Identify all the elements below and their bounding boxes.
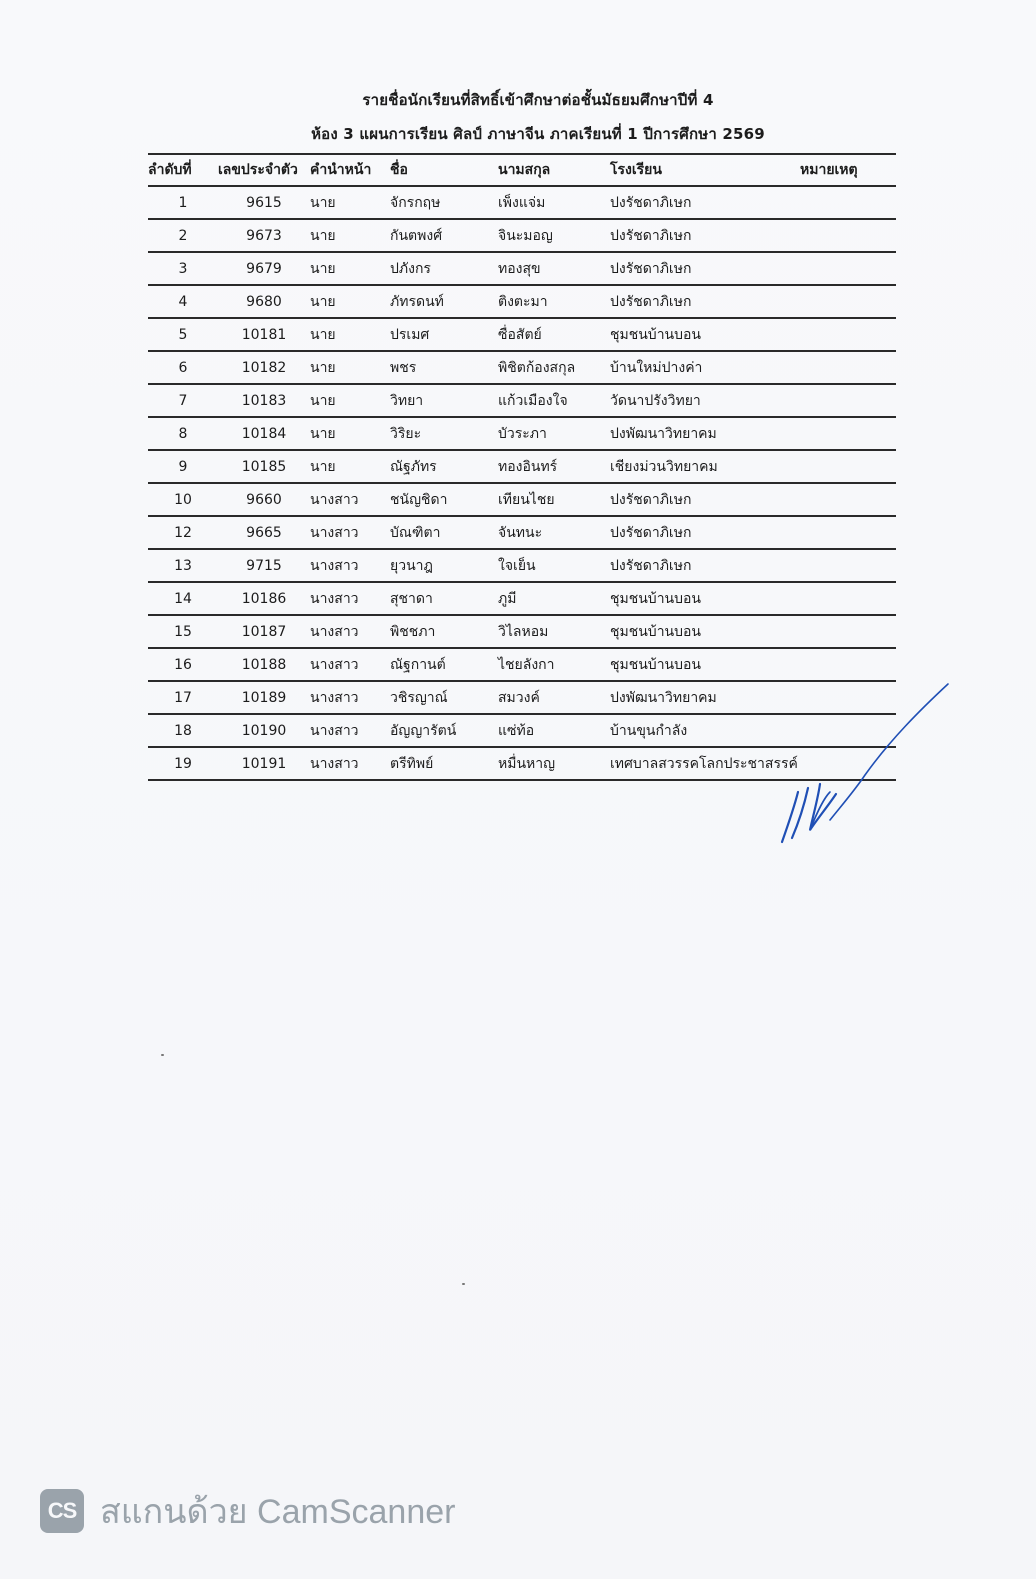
cell-surname: ซื่อสัตย์ xyxy=(498,318,610,351)
cell-order: 9 xyxy=(148,450,218,483)
cell-first-name: บัณฑิตา xyxy=(390,516,498,549)
cell-student-id: 9679 xyxy=(218,252,310,285)
table-row xyxy=(148,318,896,351)
table-row xyxy=(148,351,896,384)
cell-student-id: 10184 xyxy=(218,417,310,450)
cell-prefix: นางสาว xyxy=(310,714,390,747)
cell-order: 8 xyxy=(148,417,218,450)
header-school: โรงเรียน xyxy=(610,154,800,186)
table-row xyxy=(148,549,896,582)
cell-first-name: วชิรญาณ์ xyxy=(390,681,498,714)
cell-surname: แซ่ท้อ xyxy=(498,714,610,747)
cell-school: ปงรัชดาภิเษก xyxy=(610,285,800,318)
cell-student-id: 9715 xyxy=(218,549,310,582)
cell-surname: หมื่นหาญ xyxy=(498,747,610,780)
cell-prefix: นาย xyxy=(310,450,390,483)
cell-school: ชุมชนบ้านบอน xyxy=(610,648,800,681)
cell-prefix: นาย xyxy=(310,219,390,252)
cell-prefix: นางสาว xyxy=(310,747,390,780)
cell-surname: ทองอินทร์ xyxy=(498,450,610,483)
cell-first-name: ตรีทิพย์ xyxy=(390,747,498,780)
cell-surname: ทองสุข xyxy=(498,252,610,285)
cell-first-name: ณัฐภัทร xyxy=(390,450,498,483)
cell-surname: ติงตะมา xyxy=(498,285,610,318)
cell-prefix: นาย xyxy=(310,384,390,417)
cell-first-name: อัญญารัตน์ xyxy=(390,714,498,747)
cell-remark xyxy=(800,582,896,615)
cell-student-id: 10186 xyxy=(218,582,310,615)
cell-first-name: ยุวนาฎ xyxy=(390,549,498,582)
camscanner-watermark-text: สแกนด้วย CamScanner xyxy=(100,1493,456,1531)
table-row xyxy=(148,186,896,219)
table-row xyxy=(148,648,896,681)
table-header-row xyxy=(148,154,896,186)
cell-order: 15 xyxy=(148,615,218,648)
cell-school: ปงรัชดาภิเษก xyxy=(610,186,800,219)
cell-student-id: 10185 xyxy=(218,450,310,483)
cell-first-name: ชนัญชิดา xyxy=(390,483,498,516)
cell-school: ชุมชนบ้านบอน xyxy=(610,318,800,351)
header-surname: นามสกุล xyxy=(498,154,610,186)
cell-first-name: วิริยะ xyxy=(390,417,498,450)
table-row xyxy=(148,285,896,318)
cell-student-id: 10187 xyxy=(218,615,310,648)
cell-school: ปงรัชดาภิเษก xyxy=(610,549,800,582)
document-title: รายชื่อนักเรียนที่สิทธิ์เข้าศึกษาต่อชั้นมัธยมศึกษาปีที่ 4 xyxy=(362,91,714,109)
table-row xyxy=(148,615,896,648)
cell-school: ชุมชนบ้านบอน xyxy=(610,582,800,615)
cell-order: 1 xyxy=(148,186,218,219)
cell-first-name: ภัทรดนท์ xyxy=(390,285,498,318)
cell-student-id: 9680 xyxy=(218,285,310,318)
cell-surname: ภูมี xyxy=(498,582,610,615)
cell-remark xyxy=(800,285,896,318)
cell-school: ปงรัชดาภิเษก xyxy=(610,516,800,549)
cell-remark xyxy=(800,417,896,450)
cell-order: 10 xyxy=(148,483,218,516)
cell-student-id: 10181 xyxy=(218,318,310,351)
cell-surname: จันทนะ xyxy=(498,516,610,549)
cell-school: ปงพัฒนาวิทยาคม xyxy=(610,417,800,450)
cell-first-name: วิทยา xyxy=(390,384,498,417)
cell-order: 5 xyxy=(148,318,218,351)
table-row xyxy=(148,450,896,483)
cell-school: บ้านใหม่ปางค่า xyxy=(610,351,800,384)
cell-school: ปงพัฒนาวิทยาคม xyxy=(610,681,800,714)
cell-prefix: นางสาว xyxy=(310,648,390,681)
cell-remark xyxy=(800,516,896,549)
table-row xyxy=(148,384,896,417)
cell-surname: บัวระภา xyxy=(498,417,610,450)
cell-prefix: นางสาว xyxy=(310,582,390,615)
table-row xyxy=(148,483,896,516)
cell-student-id: 10183 xyxy=(218,384,310,417)
cell-school: วัดนาปรังวิทยา xyxy=(610,384,800,417)
cell-first-name: ปภังกร xyxy=(390,252,498,285)
cell-prefix: นางสาว xyxy=(310,516,390,549)
cell-student-id: 10182 xyxy=(218,351,310,384)
cell-prefix: นางสาว xyxy=(310,549,390,582)
cell-remark xyxy=(800,219,896,252)
cell-surname: ไชยลังกา xyxy=(498,648,610,681)
cell-first-name: กันตพงศ์ xyxy=(390,219,498,252)
cell-school: เทศบาลสวรรคโลกประชาสรรค์ xyxy=(610,747,800,780)
cell-first-name: จักรกฤษ xyxy=(390,186,498,219)
cell-prefix: นางสาว xyxy=(310,615,390,648)
table-row xyxy=(148,516,896,549)
cell-student-id: 9660 xyxy=(218,483,310,516)
cell-prefix: นางสาว xyxy=(310,483,390,516)
cell-first-name: พชร xyxy=(390,351,498,384)
header-first-name: ชื่อ xyxy=(390,154,498,186)
cell-school: ชุมชนบ้านบอน xyxy=(610,615,800,648)
cell-order: 7 xyxy=(148,384,218,417)
cell-order: 19 xyxy=(148,747,218,780)
cell-remark xyxy=(800,450,896,483)
cell-student-id: 10189 xyxy=(218,681,310,714)
cell-remark xyxy=(800,384,896,417)
cell-student-id: 9615 xyxy=(218,186,310,219)
cell-surname: จินะมอญ xyxy=(498,219,610,252)
cell-surname: พิชิตก้องสกุล xyxy=(498,351,610,384)
cell-remark xyxy=(800,615,896,648)
cell-student-id: 10188 xyxy=(218,648,310,681)
cell-school: ปงรัชดาภิเษก xyxy=(610,483,800,516)
cell-prefix: นาย xyxy=(310,318,390,351)
header-student-id: เลขประจำตัว xyxy=(218,154,310,186)
cell-remark xyxy=(800,318,896,351)
table-row xyxy=(148,252,896,285)
scan-speck xyxy=(161,1054,164,1056)
handwritten-signature xyxy=(770,680,960,850)
cell-school: ปงรัชดาภิเษก xyxy=(610,252,800,285)
cell-order: 4 xyxy=(148,285,218,318)
cell-prefix: นาย xyxy=(310,417,390,450)
cell-student-id: 9673 xyxy=(218,219,310,252)
cell-prefix: นางสาว xyxy=(310,681,390,714)
scan-speck xyxy=(462,1283,465,1285)
cell-order: 17 xyxy=(148,681,218,714)
cell-remark xyxy=(800,252,896,285)
cell-order: 3 xyxy=(148,252,218,285)
cell-prefix: นาย xyxy=(310,285,390,318)
cell-remark xyxy=(800,351,896,384)
cell-order: 2 xyxy=(148,219,218,252)
camscanner-logo-icon: CS xyxy=(40,1489,84,1533)
camscanner-watermark xyxy=(40,1486,455,1536)
table-row xyxy=(148,582,896,615)
cell-first-name: ณัฐกานต์ xyxy=(390,648,498,681)
cell-surname: สมวงค์ xyxy=(498,681,610,714)
cell-student-id: 10191 xyxy=(218,747,310,780)
cell-remark xyxy=(800,648,896,681)
cell-order: 13 xyxy=(148,549,218,582)
cell-surname: เทียนไชย xyxy=(498,483,610,516)
cell-first-name: ปรเมศ xyxy=(390,318,498,351)
cell-prefix: นาย xyxy=(310,252,390,285)
cell-prefix: นาย xyxy=(310,351,390,384)
document-subtitle: ห้อง 3 แผนการเรียน ศิลป์ ภาษาจีน ภาคเรียนที่ 1 ปีการศึกษา 2569 xyxy=(311,125,765,143)
cell-remark xyxy=(800,186,896,219)
cell-first-name: พิชชภา xyxy=(390,615,498,648)
cell-order: 6 xyxy=(148,351,218,384)
cell-order: 14 xyxy=(148,582,218,615)
cell-first-name: สุชาดา xyxy=(390,582,498,615)
cell-surname: แก้วเมืองใจ xyxy=(498,384,610,417)
cell-order: 12 xyxy=(148,516,218,549)
cell-student-id: 9665 xyxy=(218,516,310,549)
cell-surname: วิไลหอม xyxy=(498,615,610,648)
cell-remark xyxy=(800,549,896,582)
table-row xyxy=(148,219,896,252)
cell-student-id: 10190 xyxy=(218,714,310,747)
cell-school: ปงรัชดาภิเษก xyxy=(610,219,800,252)
cell-school: บ้านขุนกำลัง xyxy=(610,714,800,747)
cell-surname: ใจเย็น xyxy=(498,549,610,582)
cell-order: 16 xyxy=(148,648,218,681)
cell-prefix: นาย xyxy=(310,186,390,219)
cell-surname: เพ็งแจ่ม xyxy=(498,186,610,219)
cell-remark xyxy=(800,483,896,516)
header-prefix: คำนำหน้า xyxy=(310,154,390,186)
cell-order: 18 xyxy=(148,714,218,747)
table-row xyxy=(148,417,896,450)
header-remark: หมายเหตุ xyxy=(800,154,896,186)
header-order: ลำดับที่ xyxy=(148,154,218,186)
cell-school: เชียงม่วนวิทยาคม xyxy=(610,450,800,483)
